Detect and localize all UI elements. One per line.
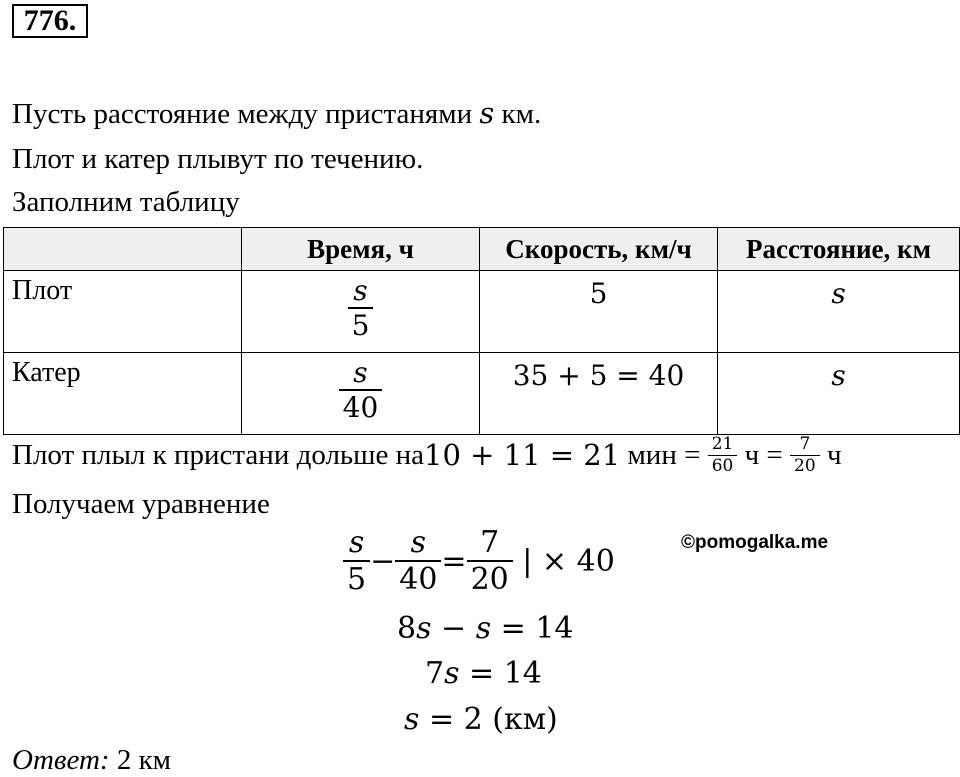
difference-text: Плот плыл к пристани дольше на (12, 439, 425, 471)
step-3 (404, 703, 558, 737)
raft-time-cell (242, 271, 480, 353)
difference-frac-2-den: 20 (790, 455, 820, 475)
step-1-after: − (431, 611, 476, 646)
step-2-after: = 14 (459, 656, 542, 691)
equation-frac-1 (343, 525, 370, 597)
equation-frac-3 (467, 525, 513, 597)
intro-line-3: Заполним таблицу (12, 186, 240, 218)
boat-time-num: s (353, 356, 368, 389)
boat-speed-cell: 35 + 5 = 40 (480, 353, 718, 435)
problem-number: 776. (12, 4, 88, 38)
difference-frac-1 (708, 433, 738, 476)
difference-frac-2-num: 7 (799, 433, 811, 454)
boat-time-cell (242, 353, 480, 435)
equation-multiplier: | × 40 (512, 543, 615, 579)
step-1-var2: s (475, 611, 492, 646)
equation-frac-3-den: 20 (467, 560, 513, 595)
answer-line (12, 743, 171, 777)
table-header-speed: Скорость, км/ч (480, 228, 718, 271)
raft-speed-cell: 5 (480, 271, 718, 353)
step-1-before: 8 (397, 611, 417, 646)
table-header-row (4, 228, 960, 271)
watermark: ©pomogalka.me (681, 532, 829, 553)
equation-frac-2-den: 40 (395, 560, 441, 595)
row-label-raft: Плот (4, 271, 242, 353)
raft-time-fraction (348, 274, 374, 342)
boat-time-den: 40 (339, 389, 383, 422)
step-1-tail: = 14 (491, 611, 574, 646)
equation-frac-3-num: 7 (480, 525, 500, 560)
boat-distance-cell: s (718, 353, 960, 435)
step-2-var: s (444, 656, 460, 691)
intro-line-1-before: Пусть расстояние между пристанями (12, 98, 480, 130)
difference-unit-min: мин = (620, 439, 708, 471)
step-1-var: s (416, 611, 432, 646)
answer-label: Ответ: (12, 744, 110, 776)
row-label-boat: Катер (4, 353, 242, 435)
equation-equals: = (441, 543, 467, 579)
difference-unit-h1: ч = (737, 439, 791, 471)
difference-unit-h2: ч (819, 439, 842, 471)
intro-line-1-after: км. (494, 98, 542, 130)
intro-line-2: Плот и катер плывут по течению. (12, 143, 424, 175)
main-equation (343, 525, 615, 597)
equation-frac-2 (395, 525, 441, 597)
table-header-distance: Расстояние, км (718, 228, 960, 271)
difference-expr: 10 + 11 = 21 (424, 438, 621, 472)
table-row (4, 353, 960, 435)
equation-intro: Получаем уравнение (12, 488, 270, 520)
difference-frac-2 (790, 433, 820, 476)
difference-frac-1-den: 60 (708, 455, 738, 475)
equation-frac-1-num: s (348, 525, 365, 560)
step-3-after: = 2 (км) (419, 702, 558, 737)
variable-s: s (479, 96, 495, 130)
difference-line (12, 432, 842, 478)
answer-value: 2 км (109, 744, 172, 776)
boat-time-fraction (339, 356, 383, 424)
step-3-var: s (404, 702, 420, 737)
equation-minus: − (370, 543, 396, 579)
step-2 (425, 657, 542, 691)
data-table (3, 227, 960, 435)
step-1 (397, 612, 574, 646)
raft-time-num: s (353, 274, 368, 307)
difference-frac-1-num: 21 (711, 433, 734, 454)
table-header-empty (4, 228, 242, 271)
table-header-time: Время, ч (242, 228, 480, 271)
intro-line-1 (12, 96, 541, 131)
step-2-before: 7 (425, 656, 445, 691)
raft-distance-cell: s (718, 271, 960, 353)
equation-frac-2-num: s (410, 525, 427, 560)
raft-time-den: 5 (348, 307, 374, 340)
table-row (4, 271, 960, 353)
equation-frac-1-den: 5 (343, 560, 370, 595)
